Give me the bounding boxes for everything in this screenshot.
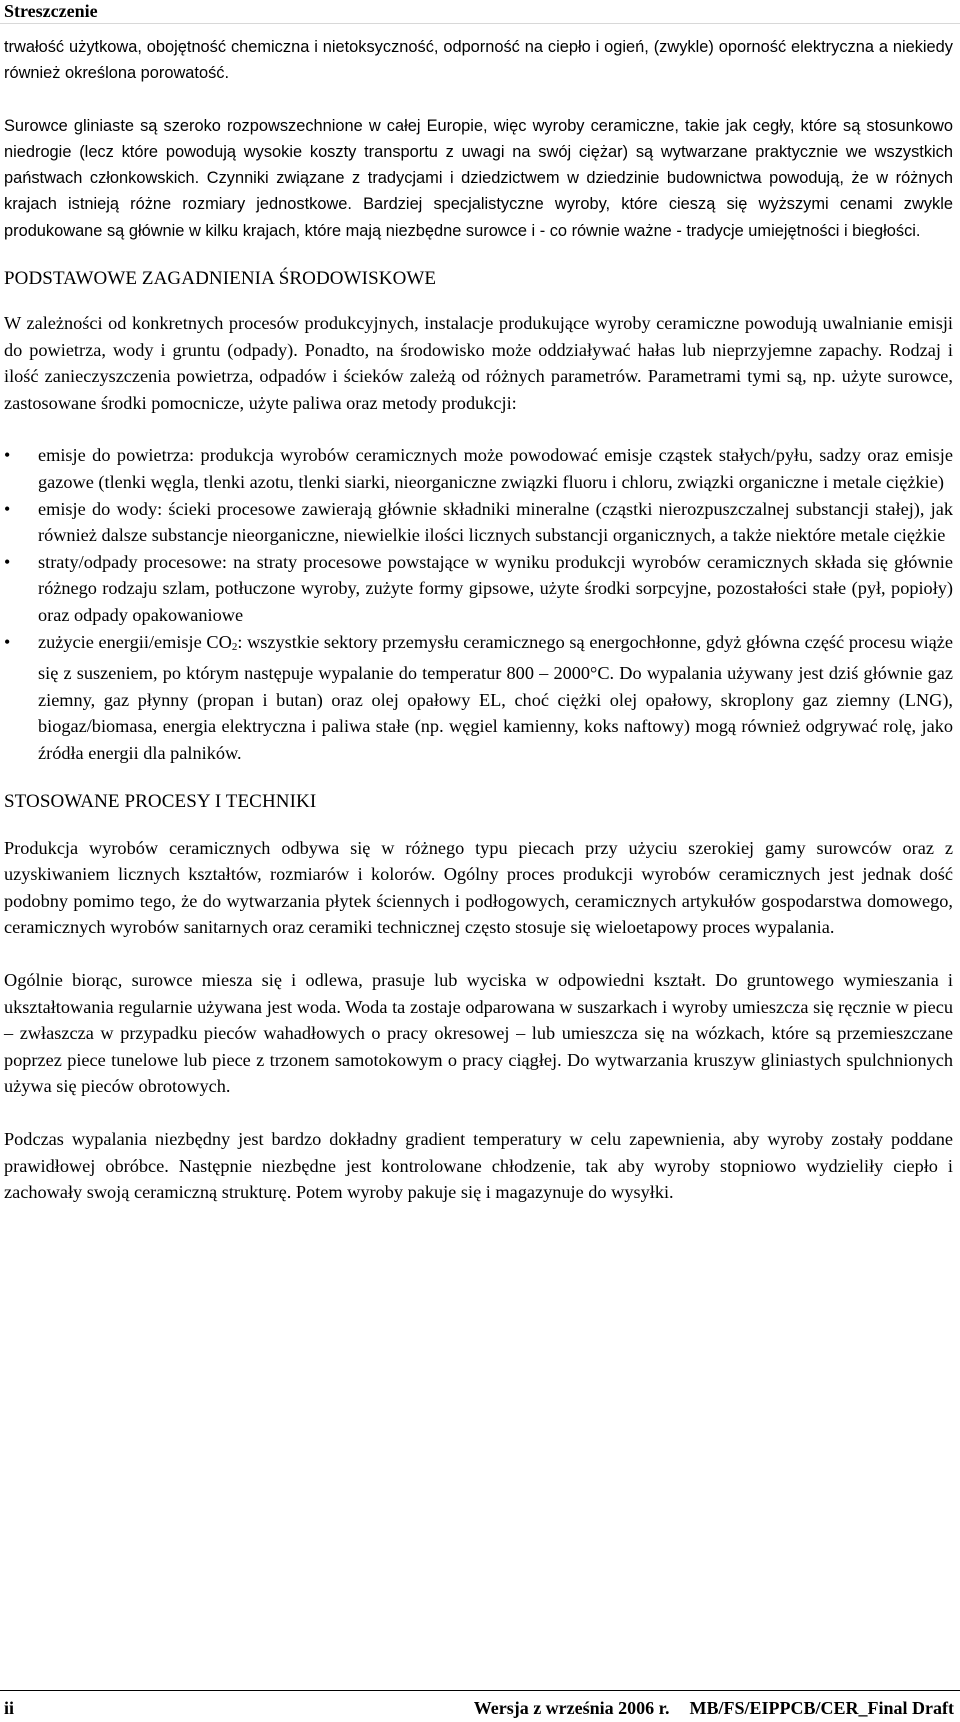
bullet-icon: • bbox=[4, 498, 11, 519]
bullet-icon: • bbox=[4, 631, 11, 652]
footer-version: Wersja z września 2006 r. bbox=[473, 1698, 670, 1718]
page-title: Streszczenie bbox=[4, 1, 98, 21]
list-item bbox=[4, 442, 953, 495]
list-item-text: emisje do powietrza: produkcja wyrobów ceramicznych może powodować emisje cząstek stałych/pyłu, sadzy oraz emisje gazowe (tlenki węgla, tlenki azotu, tlenki siarki, nieorganiczne związki fluoru i chloru, związki organiczne i metale ciężkie) bbox=[38, 445, 953, 493]
section-heading-environment: PODSTAWOWE ZAGADNIENIA ŚRODOWISKOWE bbox=[4, 268, 437, 290]
list-item-text-energy-post: : wszystkie sektory przemysłu ceramicznego są energochłonne, gdyż główna część procesu wiąże się z suszeniem, po którym następuje wypalanie do temperatur 800 – 2000°C. Do wypalania używany jest dziś głównie gaz ziemny, gaz płynny (propan i butan) oraz olej opałowy EL, choć ciężki olej opałowy, skroplony gaz ziemny (LNG), biogaz/biomasa, energia elektryczna i paliwa stałe (np. węgiel kamienny, koks naftowy) mogą również odgrywać rolę, jako źródła energii dla palników. bbox=[38, 631, 954, 763]
list-item-text: straty/odpady procesowe: na straty procesowe powstające w wyniku produkcji wyrobów ceramicznych składa się głównie różnego rodzaju szlam, potłuczone wyroby, zużyte formy gipsowe, użyte środki sorpcyjne, pozostałości stałe (pył, popioły) oraz odpady opakowaniowe bbox=[38, 551, 953, 626]
spacer bbox=[4, 292, 953, 310]
list-item bbox=[4, 629, 953, 767]
list-item bbox=[4, 549, 953, 629]
spacer bbox=[4, 416, 953, 442]
footer-meta bbox=[474, 1698, 954, 1719]
header-bar bbox=[0, 0, 960, 22]
processes-paragraph-2: Ogólnie biorąc, surowce miesza się i odlewa, prasuje lub wyciska w odpowiedni kształt. Do gruntowego wymieszania i ukształtowania regularnie używana jest woda. Woda ta zostaje odparowana w suszarkach i wyroby umieszcza się ręcznie w piecu – zwłaszcza w przypadku pieców wahadłowych o pracy okresowej – lub umieszcza się na wózkach, które są przemieszczane poprzez piece tunelowe lub piece z trzonem samotokowym o pracy ciągłej. Do wytwarzania kruszyw gliniastych spulchnionych używa się pieców obrotowych. bbox=[4, 969, 953, 1097]
page-footer bbox=[0, 1690, 960, 1722]
list-item-text-energy-pre: zużycie energii/emisje CO bbox=[38, 631, 232, 652]
page-number: ii bbox=[4, 1698, 15, 1718]
intro-section bbox=[4, 34, 953, 244]
footer-divider bbox=[0, 1690, 960, 1691]
spacer bbox=[4, 815, 953, 835]
document-body bbox=[4, 34, 953, 1206]
intro-paragraph-2: Surowce gliniaste są szeroko rozpowszechnione w całej Europie, więc wyroby ceramiczne, takie jak cegły, które są stosunkowo niedrogie (lecz które powodują wysokie koszty transportu z uwagi na swój ciężar) są wytwarzane praktycznie we wszystkich państwach członkowskich. Czynniki związane z tradycjami i dziedzictwem w dziedzinie budownictwa powodują, że w różnych krajach istnieją różne rozmiary jednostkowe. Bardziej specjalistyczne wyroby, które cieszą się wyższymi cenami zwykle produkowane są głównie w kilku krajach, które mają niezbędne surowce i - co równie ważne - tradycje umiejętności i biegłości. bbox=[4, 116, 953, 240]
spacer bbox=[4, 1100, 953, 1126]
section-heading-processes: STOSOWANE PROCESY I TECHNIKI bbox=[4, 790, 317, 812]
footer-document-code: MB/FS/EIPPCB/CER_Final Draft bbox=[689, 1698, 954, 1718]
processes-paragraph-1: Produkcja wyrobów ceramicznych odbywa się w różnego typu piecach przy użyciu szerokiej gamy surowców oraz z uzyskiwaniem licznych kształtów, rozmiarów i kolorów. Ogólny proces produkcji wyrobów ceramicznych jest jednak dość podobny pomimo tego, że do wytwarzania płytek ściennych i podłogowych, ceramicznych artykułów gospodarstwa domowego, ceramicznych wyrobów sanitarnych oraz ceramiki technicznej często stosuje się wieloetapowy proces wypalania. bbox=[4, 837, 953, 938]
list-item bbox=[4, 496, 953, 549]
emissions-list bbox=[4, 442, 953, 766]
env-paragraph-1: W zależności od konkretnych procesów produkcyjnych, instalacje produkujące wyroby ceramiczne powodują uwalnianie emisji do powietrza, wody i gruntu (odpady). Ponadto, na środowisko może oddziaływać hałas lub nieprzyjemne zapachy. Rodzaj i ilość zanieczyszczenia powietrza, odpadów i ścieków zależą od różnych parametrów. Parametrami tymi są, np. użyte surowce, zastosowane środki pomocnicze, użyte paliwa oraz metody produkcji: bbox=[4, 313, 953, 413]
bullet-icon: • bbox=[4, 551, 11, 572]
spacer bbox=[4, 244, 953, 266]
list-item-text: emisje do wody: ścieki procesowe zawierają głównie składniki mineralne (cząstki nierozpuszczalnej substancji stałej), jak również dalsze substancje nieorganiczne, niewielkie ilości licznych substancji organicznych, a także niektóre metale ciężkie bbox=[38, 498, 953, 546]
spacer bbox=[4, 767, 953, 789]
co2-subscript: 2 bbox=[231, 640, 238, 653]
intro-paragraph-1: trwałość użytkowa, obojętność chemiczna i nietoksyczność, odporność na ciepło i ogień, (zwykle) oporność elektryczna a niekiedy również określona porowatość. bbox=[4, 38, 953, 83]
spacer bbox=[4, 87, 953, 113]
header-divider bbox=[0, 23, 960, 24]
spacer bbox=[4, 941, 953, 967]
bullet-icon: • bbox=[4, 445, 11, 466]
processes-paragraph-3: Podczas wypalania niezbędny jest bardzo dokładny gradient temperatury w celu zapewnienia, aby wyroby zostały poddane prawidłowej obróbce. Następnie niezbędne jest kontrolowane chłodzenie, tak aby wyroby stopniowo wydzieliły ciepło i zachowały swoją ceramiczną strukturę. Potem wyroby pakuje się i magazynuje do wysyłki. bbox=[4, 1128, 953, 1203]
